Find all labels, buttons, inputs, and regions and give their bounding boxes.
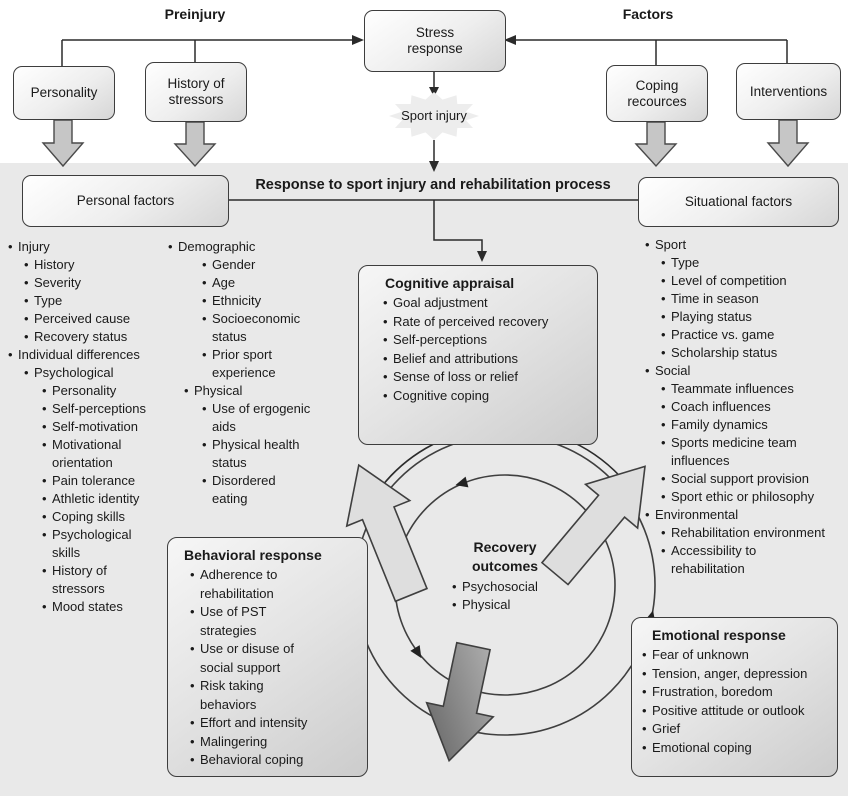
list-item: • Sense of loss or relief <box>383 368 589 387</box>
list-item: • Time in season <box>661 291 759 306</box>
list-item: • Psychosocial <box>452 579 538 594</box>
bullet-icon: • <box>645 237 650 252</box>
bullet-icon: • <box>42 419 47 434</box>
bullet-icon: • <box>383 313 388 329</box>
bullet-icon: • <box>190 715 195 730</box>
bullet-icon: • <box>24 257 29 272</box>
bullet-icon: • <box>661 309 666 324</box>
list-item: • Prior sport experience <box>202 347 276 380</box>
list-item: • Type <box>661 255 700 270</box>
list-item: • Family dynamics <box>661 417 768 432</box>
recovery-outcomes-title: Recovery outcomes <box>471 539 539 574</box>
bullet-icon: • <box>24 329 29 344</box>
bullet-icon: • <box>383 332 388 347</box>
list-item: • Physical <box>452 597 511 612</box>
block-arrow-down-icon <box>175 122 215 166</box>
list-item: • Recovery status <box>24 329 128 344</box>
personality-box <box>13 66 115 120</box>
coping-resources-label: Coping recources <box>627 77 687 109</box>
bullet-icon: • <box>202 401 207 416</box>
list-item: • Level of competition <box>661 273 787 288</box>
cognitive-appraisal-box <box>358 265 598 445</box>
bullet-icon: • <box>452 597 457 612</box>
list-item: • Gender <box>202 257 256 272</box>
history-of-stressors-label: History of stressors <box>167 76 225 107</box>
personal-factors-label: Personal factors <box>76 193 175 208</box>
list-item: • Motivational orientation <box>42 437 122 470</box>
bullet-icon: • <box>642 684 647 699</box>
list-item: • Demographic <box>168 239 256 254</box>
bullet-icon: • <box>383 350 388 366</box>
list-item: • Use of ergogenic aids <box>202 401 311 434</box>
list-item: • Rehabilitation environment <box>661 525 825 540</box>
list-item: • Scholarship status <box>661 345 778 360</box>
list-item: • Effort and intensity <box>190 714 359 733</box>
bullet-icon: • <box>661 381 666 396</box>
cycle-arrowhead-icon <box>454 477 468 491</box>
bullet-icon: • <box>661 345 666 360</box>
bullet-icon: • <box>202 437 207 452</box>
list-item: • Sports medicine team influences <box>661 435 797 468</box>
sport-injury-label: Sport injury <box>401 108 467 123</box>
list-item: • Athletic identity <box>42 491 140 506</box>
interventions-box <box>736 63 841 120</box>
list-item: • Severity <box>24 275 81 290</box>
factors-label: Factors <box>622 6 674 22</box>
personal-factors-list-col2 <box>168 238 314 508</box>
bullet-icon: • <box>24 275 29 290</box>
emotional-response-list <box>642 646 829 757</box>
bullet-icon: • <box>661 273 666 288</box>
recovery-outcomes-list <box>438 578 572 614</box>
list-item: • Practice vs. game <box>661 327 775 342</box>
bullet-icon: • <box>42 527 47 542</box>
cognitive-appraisal-list <box>383 294 589 405</box>
arrowhead-down-icon <box>477 251 487 262</box>
bullet-icon: • <box>661 435 666 450</box>
preinjury-label: Preinjury <box>164 6 226 22</box>
block-arrow-down-icon <box>43 120 83 166</box>
bullet-icon: • <box>190 641 195 656</box>
list-item: • Risk taking behaviors <box>190 677 359 714</box>
personal-factors-box <box>22 175 229 227</box>
list-item: • Self-perceptions <box>383 331 589 350</box>
bullet-icon: • <box>42 437 47 452</box>
coping-resources-box <box>606 65 708 122</box>
bullet-icon: • <box>642 739 647 755</box>
list-item: • Goal adjustment <box>383 294 589 313</box>
bullet-icon: • <box>642 702 647 718</box>
list-item: • Teammate influences <box>661 381 794 396</box>
bullet-icon: • <box>202 473 207 488</box>
bullet-icon: • <box>42 473 47 488</box>
list-item: • Physical <box>184 383 243 398</box>
list-item: • Social support provision <box>661 471 810 486</box>
list-item: • Mood states <box>42 599 123 614</box>
list-item: • Psychological <box>24 365 114 380</box>
bullet-icon: • <box>202 293 207 308</box>
block-arrow-down-icon <box>636 122 676 166</box>
bullet-icon: • <box>202 347 207 362</box>
interventions-label: Interventions <box>749 83 828 99</box>
cognitive-appraisal-title: Cognitive appraisal <box>385 275 515 291</box>
list-item: • Playing status <box>661 309 752 324</box>
bullet-icon: • <box>383 369 388 384</box>
list-item: • Coping skills <box>42 509 125 524</box>
list-item: • History of stressors <box>42 563 107 596</box>
list-item: • Accessibility to rehabilitation <box>661 543 757 576</box>
panel-title: Response to sport injury and rehabilitation process <box>255 177 611 193</box>
bullet-icon: • <box>190 678 195 693</box>
list-item: • Psychological skills <box>42 527 132 560</box>
list-item: • Pain tolerance <box>42 473 136 488</box>
recovery-outcomes <box>437 538 573 614</box>
arrowhead-down-icon <box>429 161 439 172</box>
bullet-icon: • <box>661 417 666 432</box>
list-item: • Disordered eating <box>202 473 276 506</box>
bullet-icon: • <box>383 295 388 310</box>
bullet-icon: • <box>642 665 647 681</box>
bullet-icon: • <box>42 383 47 398</box>
bullet-icon: • <box>642 647 647 662</box>
bullet-icon: • <box>24 365 29 380</box>
bullet-icon: • <box>190 567 195 582</box>
situational-factors-list <box>645 236 830 578</box>
bullet-icon: • <box>42 509 47 524</box>
list-item: • Fear of unknown <box>642 646 829 665</box>
stress-response-box <box>364 10 506 72</box>
bullet-icon: • <box>661 543 666 558</box>
block-arrow-down-icon <box>768 120 808 166</box>
behavioral-response-title: Behavioral response <box>184 547 322 563</box>
situational-factors-label: Situational factors <box>684 194 793 209</box>
list-item: • Ethnicity <box>202 293 262 308</box>
list-item: • Grief <box>642 720 829 739</box>
bullet-icon: • <box>661 291 666 306</box>
bullet-icon: • <box>661 399 666 414</box>
list-item: • Use of PST strategies <box>190 603 359 640</box>
list-item: • Self-perceptions <box>42 401 146 416</box>
list-item: • Injury <box>8 239 50 254</box>
arrowhead-right-icon <box>352 35 364 45</box>
list-item: • Malingering <box>190 733 359 752</box>
bullet-icon: • <box>452 579 457 594</box>
list-item: • Coach influences <box>661 399 771 414</box>
list-item: • Self-motivation <box>42 419 138 434</box>
bullet-icon: • <box>190 752 195 767</box>
list-item: • Use or disuse of social support <box>190 640 359 677</box>
list-item: • Personality <box>42 383 117 398</box>
history-of-stressors-box <box>145 62 247 122</box>
personality-label: Personality <box>30 85 98 100</box>
bullet-icon: • <box>645 363 650 378</box>
bullet-icon: • <box>642 721 647 736</box>
bullet-icon: • <box>42 563 47 578</box>
factors-connector <box>516 40 787 65</box>
bullet-icon: • <box>190 604 195 619</box>
cycle-block-arrow-bottom-icon <box>416 639 507 768</box>
bullet-icon: • <box>42 401 47 416</box>
list-item: • History <box>24 257 75 272</box>
list-item: • Sport <box>645 237 687 252</box>
list-item: • Environmental <box>645 507 739 522</box>
list-item: • Frustration, boredom <box>642 683 829 702</box>
situational-factors-box <box>638 177 839 227</box>
list-item: • Age <box>202 275 236 290</box>
list-item: • Type <box>24 293 63 308</box>
bullet-icon: • <box>8 239 13 254</box>
bullet-icon: • <box>202 311 207 326</box>
list-item: • Tension, anger, depression <box>642 665 829 684</box>
list-item: • Emotional coping <box>642 739 829 758</box>
bullet-icon: • <box>661 471 666 486</box>
emotional-response-title: Emotional response <box>652 627 786 643</box>
list-item: • Perceived cause <box>24 311 131 326</box>
behavioral-response-list <box>190 566 359 770</box>
bullet-icon: • <box>661 327 666 342</box>
bullet-icon: • <box>42 599 47 614</box>
list-item: • Cognitive coping <box>383 387 589 406</box>
bullet-icon: • <box>383 387 388 403</box>
personal-factors-list-col1 <box>8 238 160 616</box>
elbow-to-cognitive <box>434 200 482 252</box>
list-item: • Socioeconomic status <box>202 311 301 344</box>
list-item: • Individual differences <box>8 347 140 362</box>
bullet-icon: • <box>24 293 29 308</box>
bullet-icon: • <box>168 239 173 254</box>
bullet-icon: • <box>645 507 650 522</box>
bullet-icon: • <box>190 733 195 749</box>
bullet-icon: • <box>42 491 47 506</box>
bullet-icon: • <box>661 489 666 504</box>
bullet-icon: • <box>184 383 189 398</box>
bullet-icon: • <box>661 255 666 270</box>
list-item: • Positive attitude or outlook <box>642 702 829 721</box>
list-item: • Rate of perceived recovery <box>383 313 589 332</box>
list-item: • Adherence to rehabilitation <box>190 566 359 603</box>
bullet-icon: • <box>8 347 13 362</box>
list-item: • Social <box>645 363 691 378</box>
list-item: • Belief and attributions <box>383 350 589 369</box>
bullet-icon: • <box>24 311 29 326</box>
bullet-icon: • <box>202 257 207 272</box>
list-item: • Behavioral coping <box>190 751 359 770</box>
list-item: • Sport ethic or philosophy <box>661 489 815 504</box>
behavioral-response-box <box>167 537 368 777</box>
bullet-icon: • <box>661 525 666 540</box>
bullet-icon: • <box>202 275 207 290</box>
emotional-response-box <box>631 617 838 777</box>
stress-response-label: Stress response <box>407 25 463 56</box>
list-item: • Physical health status <box>202 437 300 470</box>
